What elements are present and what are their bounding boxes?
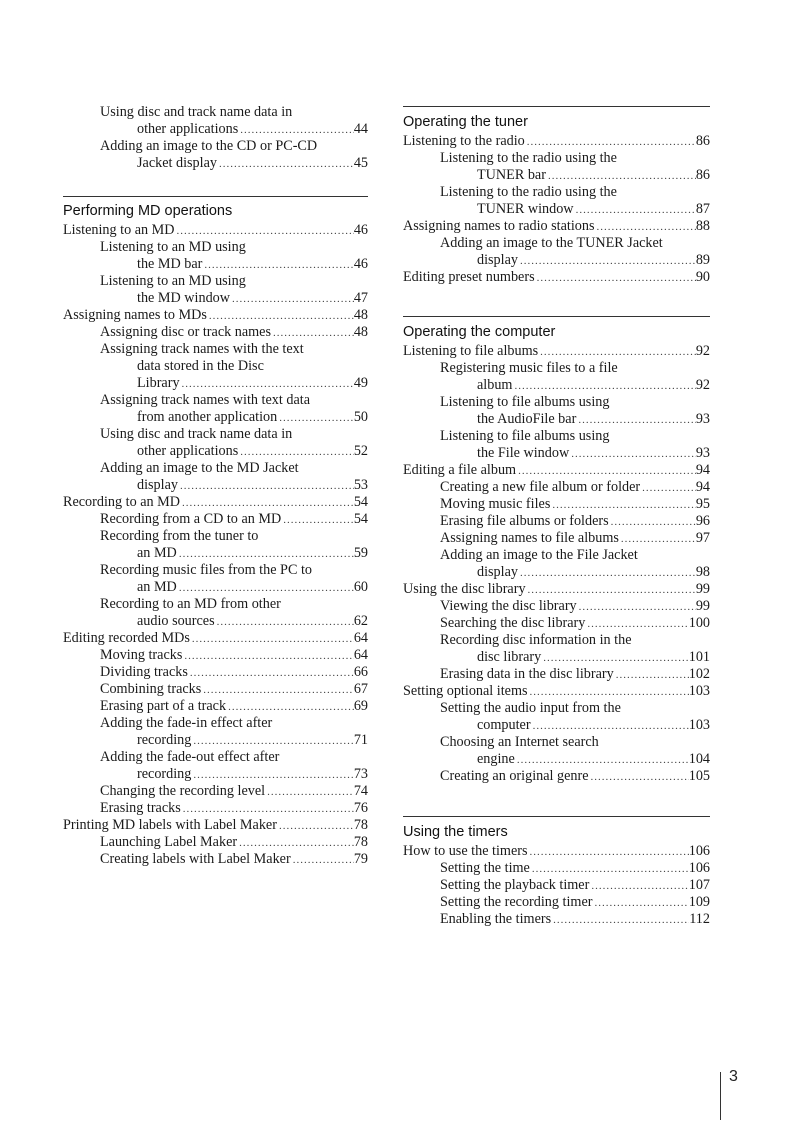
toc-entry-title: from another application bbox=[137, 409, 278, 425]
toc-page-number: 86 bbox=[695, 167, 710, 183]
toc-entry-title: Viewing the disc library bbox=[440, 598, 577, 614]
toc-page-number: 87 bbox=[695, 201, 710, 217]
dot-leader bbox=[238, 444, 354, 460]
dot-leader bbox=[188, 665, 354, 681]
toc-page-number: 105 bbox=[688, 768, 710, 784]
dot-leader bbox=[191, 767, 353, 783]
toc-entry-title: Recording music files from the PC to bbox=[100, 562, 312, 578]
toc-subentry bbox=[403, 479, 710, 496]
toc-subentry bbox=[63, 426, 368, 460]
toc-entry-title: Choosing an Internet search bbox=[440, 734, 599, 750]
toc-entry-title: display bbox=[137, 477, 178, 493]
dot-leader bbox=[178, 478, 354, 494]
toc-subentry bbox=[403, 394, 710, 428]
toc-page-number: 103 bbox=[688, 683, 710, 699]
toc-entry-title: Launching Label Maker bbox=[100, 834, 238, 850]
dot-leader bbox=[265, 784, 354, 800]
toc-page-number: 102 bbox=[688, 666, 710, 682]
toc-entry-title: Recording to an MD from other bbox=[100, 596, 281, 612]
toc-page-number: 93 bbox=[695, 411, 710, 427]
toc-entry-title: an MD bbox=[137, 579, 177, 595]
toc-subentry bbox=[63, 664, 368, 681]
dot-leader bbox=[516, 463, 696, 479]
toc-entry-title: Assigning track names with the text bbox=[100, 341, 304, 357]
dot-leader bbox=[569, 446, 696, 462]
toc-page-number: 94 bbox=[695, 462, 710, 478]
toc-page-number: 103 bbox=[688, 717, 710, 733]
toc-page-number: 64 bbox=[353, 647, 368, 663]
toc-entry-title: Using the disc library bbox=[403, 581, 526, 597]
toc-entry bbox=[403, 581, 710, 598]
dot-leader bbox=[217, 156, 354, 172]
toc-entry-title: the AudioFile bar bbox=[477, 411, 577, 427]
toc-page-number: 99 bbox=[695, 581, 710, 597]
toc-page-number: 92 bbox=[695, 377, 710, 393]
toc-entry-title: Editing recorded MDs bbox=[63, 630, 190, 646]
toc-entry-title: Editing a file album bbox=[403, 462, 517, 478]
toc-page-number: 93 bbox=[695, 445, 710, 461]
toc-entry-title: TUNER bar bbox=[477, 167, 546, 183]
dot-leader bbox=[614, 667, 689, 683]
toc-subentry bbox=[63, 647, 368, 664]
toc-page-number: 48 bbox=[353, 324, 368, 340]
dot-leader bbox=[215, 614, 354, 630]
toc-subentry bbox=[63, 392, 368, 426]
toc-subentry bbox=[403, 894, 710, 911]
dot-leader bbox=[531, 718, 689, 734]
toc-entry-title: Listening to an MD using bbox=[100, 273, 246, 289]
toc-entry-title: Listening to an MD using bbox=[100, 239, 246, 255]
toc-subentry bbox=[403, 530, 710, 547]
toc-subentry bbox=[403, 235, 710, 269]
toc-page-number: 95 bbox=[695, 496, 710, 512]
toc-entry-title: Library bbox=[137, 375, 180, 391]
toc-entry-title: Adding the fade-in effect after bbox=[100, 715, 273, 731]
dot-leader bbox=[595, 219, 696, 235]
dot-leader bbox=[640, 480, 696, 496]
dot-leader bbox=[230, 291, 354, 307]
dot-leader bbox=[518, 253, 696, 269]
toc-entry-title: display bbox=[477, 252, 518, 268]
toc-page-number: 92 bbox=[695, 343, 710, 359]
toc-entry-title: Assigning names to file albums bbox=[440, 530, 619, 546]
toc-entry-title: Setting the time bbox=[440, 860, 530, 876]
toc-subentry bbox=[63, 324, 368, 341]
dot-leader bbox=[191, 733, 353, 749]
dot-leader bbox=[518, 565, 696, 581]
toc-entry-title: Moving tracks bbox=[100, 647, 183, 663]
dot-leader bbox=[619, 531, 696, 547]
toc-entry-title: data stored in the Disc bbox=[137, 358, 264, 374]
toc-entry-title: Listening to file albums using bbox=[440, 428, 610, 444]
dot-leader bbox=[538, 344, 696, 360]
dot-leader bbox=[589, 769, 689, 785]
toc-subentry bbox=[403, 513, 710, 530]
toc-page-number: 46 bbox=[353, 256, 368, 272]
toc-page-number: 67 bbox=[353, 681, 368, 697]
toc-entry-title: Assigning names to MDs bbox=[63, 307, 207, 323]
toc-entry-title: Listening to file albums bbox=[403, 343, 539, 359]
dot-leader bbox=[530, 861, 689, 877]
toc-entry-title: Erasing tracks bbox=[100, 800, 181, 816]
dot-leader bbox=[180, 376, 354, 392]
dot-leader bbox=[592, 895, 688, 911]
toc-entry-title: recording bbox=[137, 732, 192, 748]
page-number: 3 bbox=[729, 1068, 738, 1085]
toc-page-number: 59 bbox=[353, 545, 368, 561]
dot-leader bbox=[526, 582, 696, 598]
section-heading: Operating the computer bbox=[403, 324, 556, 340]
toc-page-number: 73 bbox=[353, 766, 368, 782]
toc-page-number: 52 bbox=[353, 443, 368, 459]
toc-entry-title: disc library bbox=[477, 649, 542, 665]
toc-entry-title: Assigning names to radio stations bbox=[403, 218, 595, 234]
dot-leader bbox=[291, 852, 354, 868]
toc-page-number: 86 bbox=[695, 133, 710, 149]
toc-entry-title: the File window bbox=[477, 445, 570, 461]
toc-subentry bbox=[403, 150, 710, 184]
dot-leader bbox=[512, 378, 695, 394]
toc-entry-title: Searching the disc library bbox=[440, 615, 586, 631]
toc-subentry bbox=[403, 700, 710, 734]
toc-page-number: 100 bbox=[688, 615, 710, 631]
toc-entry bbox=[403, 133, 710, 150]
toc-entry-title: Registering music files to a file bbox=[440, 360, 618, 376]
toc-entry bbox=[63, 630, 368, 647]
toc-entry bbox=[403, 269, 710, 286]
section-heading: Performing MD operations bbox=[63, 203, 233, 219]
toc-entry-title: Recording from the tuner to bbox=[100, 528, 259, 544]
section-heading: Operating the tuner bbox=[403, 114, 528, 130]
toc-subentry bbox=[63, 460, 368, 494]
toc-entry-title: Recording disc information in the bbox=[440, 632, 632, 648]
toc-entry-title: Setting optional items bbox=[403, 683, 528, 699]
toc-entry-title: Changing the recording level bbox=[100, 783, 266, 799]
toc-page-number: 46 bbox=[353, 222, 368, 238]
dot-leader bbox=[201, 682, 354, 698]
toc-subentry bbox=[403, 768, 710, 785]
toc-page-number: 54 bbox=[353, 494, 368, 510]
dot-leader bbox=[528, 684, 689, 700]
toc-subentry bbox=[63, 511, 368, 528]
toc-page-number: 112 bbox=[689, 911, 710, 927]
dot-leader bbox=[577, 599, 696, 615]
toc-page-number: 97 bbox=[695, 530, 710, 546]
dot-leader bbox=[528, 844, 689, 860]
toc-page-number: 54 bbox=[353, 511, 368, 527]
toc-entry-title: Erasing file albums or folders bbox=[440, 513, 609, 529]
dot-leader bbox=[281, 512, 354, 528]
dot-leader bbox=[226, 699, 354, 715]
toc-entry-title: Setting the audio input from the bbox=[440, 700, 621, 716]
dot-leader bbox=[550, 497, 695, 513]
toc-page-number: 94 bbox=[695, 479, 710, 495]
toc-page-number: 64 bbox=[353, 630, 368, 646]
toc-subentry bbox=[63, 800, 368, 817]
toc-subentry bbox=[403, 734, 710, 768]
toc-entry-title: Adding an image to the TUNER Jacket bbox=[440, 235, 663, 251]
toc-subentry bbox=[63, 273, 368, 307]
dot-leader bbox=[180, 495, 354, 511]
toc-entry-title: other applications bbox=[137, 121, 239, 137]
toc-entry-title: Enabling the timers bbox=[440, 911, 552, 927]
toc-page-number: 101 bbox=[688, 649, 710, 665]
toc-entry bbox=[63, 222, 368, 239]
toc-subentry bbox=[403, 428, 710, 462]
toc-page-number: 96 bbox=[695, 513, 710, 529]
toc-page-number: 45 bbox=[353, 155, 368, 171]
toc-entry-title: Jacket display bbox=[137, 155, 217, 171]
toc-entry bbox=[403, 843, 710, 860]
toc-subentry bbox=[63, 749, 368, 783]
toc-subentry bbox=[403, 360, 710, 394]
dot-leader bbox=[182, 648, 353, 664]
toc-entry-title: TUNER window bbox=[477, 201, 574, 217]
toc-page-number: 53 bbox=[353, 477, 368, 493]
toc-subentry bbox=[63, 104, 368, 138]
dot-leader bbox=[277, 818, 354, 834]
toc-subentry bbox=[403, 632, 710, 666]
toc-subentry bbox=[63, 138, 368, 172]
toc-page-number: 66 bbox=[353, 664, 368, 680]
toc-subentry bbox=[403, 615, 710, 632]
toc-subentry bbox=[63, 239, 368, 273]
dot-leader bbox=[585, 616, 688, 632]
toc-entry-title: Moving music files bbox=[440, 496, 551, 512]
toc-entry-title: Using disc and track name data in bbox=[100, 104, 293, 120]
toc-page-number: 104 bbox=[688, 751, 710, 767]
toc-subentry bbox=[63, 681, 368, 698]
toc-subentry bbox=[63, 783, 368, 800]
toc-subentry bbox=[63, 698, 368, 715]
dot-leader bbox=[541, 650, 689, 666]
toc-subentry bbox=[63, 528, 368, 562]
toc-entry-title: Erasing part of a track bbox=[100, 698, 227, 714]
toc-page-number: 71 bbox=[353, 732, 368, 748]
toc-page-number: 107 bbox=[688, 877, 710, 893]
toc-page-number: 50 bbox=[353, 409, 368, 425]
toc-entry-title: recording bbox=[137, 766, 192, 782]
toc-entry-title: an MD bbox=[137, 545, 177, 561]
toc-page-number: 60 bbox=[353, 579, 368, 595]
dot-leader bbox=[177, 580, 354, 596]
toc-page-number: 106 bbox=[688, 843, 710, 859]
toc-entry-title: Adding an image to the File Jacket bbox=[440, 547, 638, 563]
toc-entry bbox=[63, 494, 368, 511]
toc-subentry bbox=[403, 496, 710, 513]
toc-entry-title: Listening to the radio bbox=[403, 133, 525, 149]
dot-leader bbox=[515, 752, 689, 768]
toc-page-number: 98 bbox=[695, 564, 710, 580]
dot-leader bbox=[175, 223, 354, 239]
toc-subentry bbox=[403, 598, 710, 615]
toc-entry-title: Assigning track names with text data bbox=[100, 392, 311, 408]
toc-subentry bbox=[403, 666, 710, 683]
toc-entry-title: Recording from a CD to an MD bbox=[100, 511, 282, 527]
dot-leader bbox=[238, 122, 354, 138]
toc-entry-title: Dividing tracks bbox=[100, 664, 188, 680]
toc-subentry bbox=[63, 715, 368, 749]
toc-page-number: 109 bbox=[688, 894, 710, 910]
toc-page-number: 44 bbox=[353, 121, 368, 137]
dot-leader bbox=[202, 257, 353, 273]
toc-entry-title: Listening to file albums using bbox=[440, 394, 610, 410]
dot-leader bbox=[576, 412, 696, 428]
toc-entry-title: Printing MD labels with Label Maker bbox=[63, 817, 277, 833]
page-number-divider bbox=[720, 1072, 721, 1120]
toc-page-number: 89 bbox=[695, 252, 710, 268]
toc-page-number: 90 bbox=[695, 269, 710, 285]
toc-entry-title: Listening to an MD bbox=[63, 222, 175, 238]
dot-leader bbox=[535, 270, 696, 286]
dot-leader bbox=[551, 912, 689, 928]
toc-page-number: 74 bbox=[353, 783, 368, 799]
toc-entry-title: engine bbox=[477, 751, 515, 767]
toc-entry-title: computer bbox=[477, 717, 531, 733]
dot-leader bbox=[207, 308, 354, 324]
toc-entry bbox=[403, 218, 710, 235]
toc-page-number: 48 bbox=[353, 307, 368, 323]
toc-page-number: 62 bbox=[353, 613, 368, 629]
toc-subentry bbox=[63, 341, 368, 392]
toc-entry-title: Adding the fade-out effect after bbox=[100, 749, 280, 765]
toc-entry-title: Setting the playback timer bbox=[440, 877, 590, 893]
dot-leader bbox=[589, 878, 688, 894]
toc-page-number: 69 bbox=[353, 698, 368, 714]
toc-entry-title: Assigning disc or track names bbox=[100, 324, 272, 340]
toc-entry bbox=[63, 307, 368, 324]
toc-page-number: 88 bbox=[695, 218, 710, 234]
dot-leader bbox=[181, 801, 354, 817]
toc-entry-title: Creating a new file album or folder bbox=[440, 479, 641, 495]
toc-page-number: 47 bbox=[353, 290, 368, 306]
toc-entry-title: Setting the recording timer bbox=[440, 894, 593, 910]
toc-entry-title: Creating an original genre bbox=[440, 768, 589, 784]
toc-entry-title: Creating labels with Label Maker bbox=[100, 851, 291, 867]
toc-subentry bbox=[63, 596, 368, 630]
dot-leader bbox=[190, 631, 354, 647]
toc-entry bbox=[403, 462, 710, 479]
toc-subentry bbox=[403, 911, 710, 928]
toc-subentry bbox=[63, 562, 368, 596]
toc-entry-title: Listening to the radio using the bbox=[440, 184, 617, 200]
dot-leader bbox=[271, 325, 354, 341]
dot-leader bbox=[525, 134, 696, 150]
toc-entry-title: album bbox=[477, 377, 513, 393]
toc-entry-title: Recording to an MD bbox=[63, 494, 181, 510]
dot-leader bbox=[277, 410, 354, 426]
toc-subentry bbox=[63, 834, 368, 851]
toc-subentry bbox=[63, 851, 368, 868]
toc-page-number: 49 bbox=[353, 375, 368, 391]
section-divider bbox=[63, 196, 368, 197]
toc-subentry bbox=[403, 547, 710, 581]
toc-entry bbox=[403, 683, 710, 700]
toc-entry-title: Erasing data in the disc library bbox=[440, 666, 614, 682]
toc-entry-title: other applications bbox=[137, 443, 239, 459]
toc-entry-title: Using disc and track name data in bbox=[100, 426, 293, 442]
toc-page-number: 99 bbox=[695, 598, 710, 614]
dot-leader bbox=[609, 514, 696, 530]
dot-leader bbox=[574, 202, 696, 218]
toc-entry bbox=[403, 343, 710, 360]
dot-leader bbox=[546, 168, 696, 184]
toc-page-number: 76 bbox=[353, 800, 368, 816]
dot-leader bbox=[177, 546, 354, 562]
toc-entry-title: Adding an image to the CD or PC-CD bbox=[100, 138, 318, 154]
section-divider bbox=[403, 316, 710, 317]
section-divider bbox=[403, 106, 710, 107]
toc-page-number: 106 bbox=[688, 860, 710, 876]
toc-entry-title: Editing preset numbers bbox=[403, 269, 535, 285]
toc-entry-title: Combining tracks bbox=[100, 681, 202, 697]
toc-subentry bbox=[403, 877, 710, 894]
dot-leader bbox=[237, 835, 354, 851]
toc-entry-title: How to use the timers bbox=[403, 843, 528, 859]
toc-entry-title: the MD window bbox=[137, 290, 231, 306]
toc-entry-title: Listening to the radio using the bbox=[440, 150, 617, 166]
toc-subentry bbox=[403, 184, 710, 218]
toc-page-number: 79 bbox=[353, 851, 368, 867]
toc-subentry bbox=[403, 860, 710, 877]
section-divider bbox=[403, 816, 710, 817]
toc-entry-title: display bbox=[477, 564, 518, 580]
toc-entry-title: audio sources bbox=[137, 613, 215, 629]
toc-entry-title: Adding an image to the MD Jacket bbox=[100, 460, 299, 476]
toc-entry bbox=[63, 817, 368, 834]
section-heading: Using the timers bbox=[403, 824, 508, 840]
toc-entry-title: the MD bar bbox=[137, 256, 203, 272]
toc-page-number: 78 bbox=[353, 834, 368, 850]
toc-page-number: 78 bbox=[353, 817, 368, 833]
